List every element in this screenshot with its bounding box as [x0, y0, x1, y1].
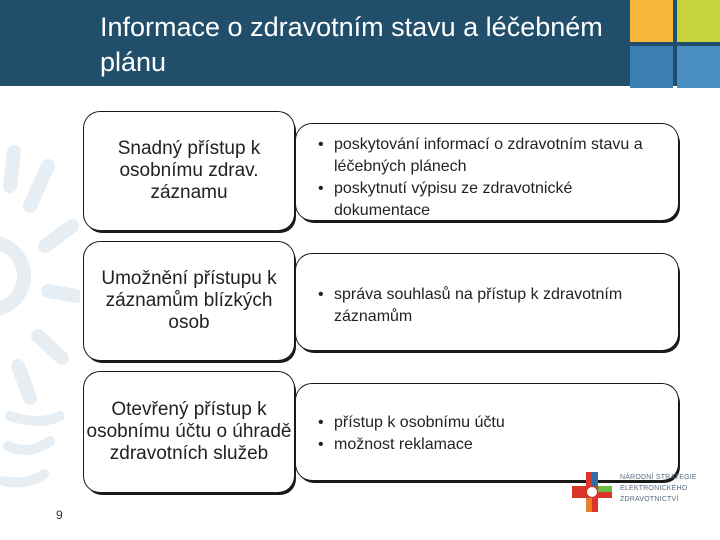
row-3-bullet-1: • přístup k osobnímu účtu [314, 412, 666, 434]
row-1-bullet-2: • poskytnutí výpisu ze zdravotnické dokumentace [314, 178, 666, 222]
title-band [0, 0, 720, 86]
tile-green [677, 0, 720, 42]
row-1-bullet-1: • poskytování informací o zdravotním stavu a léčebných plánech [314, 134, 666, 178]
page-number: 9 [56, 508, 63, 522]
row-2-label: Umožnění přístupu k záznamům blízkých osob [101, 268, 277, 333]
tile-blue-light [677, 46, 720, 88]
row-2-bullets [314, 284, 666, 328]
row-1-details-card [296, 124, 678, 220]
sun-decoration-icon [0, 86, 80, 516]
row-2-label-card [84, 242, 294, 360]
slide-title: Informace o zdravotním stavu a léčebném plánu [100, 12, 603, 77]
row-3-details-card [296, 384, 678, 480]
nsez-logo [568, 468, 718, 520]
cross-logo-icon [568, 468, 616, 516]
row-3-label-card [84, 372, 294, 492]
row-3-bullet-2: • možnost reklamace [314, 434, 666, 456]
row-1-label-card [84, 112, 294, 230]
row-3-bullets [314, 412, 666, 456]
logo-line-1: NÁRODNÍ STRATEGIE [620, 474, 697, 481]
row-1-label: Snadný přístup k osobnímu zdrav. záznamu [117, 138, 261, 203]
decorative-tiles [630, 0, 720, 86]
logo-text [620, 472, 697, 505]
row-1-bullets [314, 134, 666, 222]
tile-blue [630, 46, 673, 88]
tile-orange [630, 0, 673, 42]
logo-line-3: ZDRAVOTNICTVÍ [620, 496, 679, 503]
row-2-bullet-1: • správa souhlasů na přístup k zdravotním záznamům [314, 284, 666, 328]
row-3-label: Otevřený přístup k osobnímu účtu o úhradě zdravotních služeb [86, 399, 292, 464]
row-2-details-card [296, 254, 678, 350]
logo-line-2: ELEKTRONICKÉHO [620, 485, 688, 492]
